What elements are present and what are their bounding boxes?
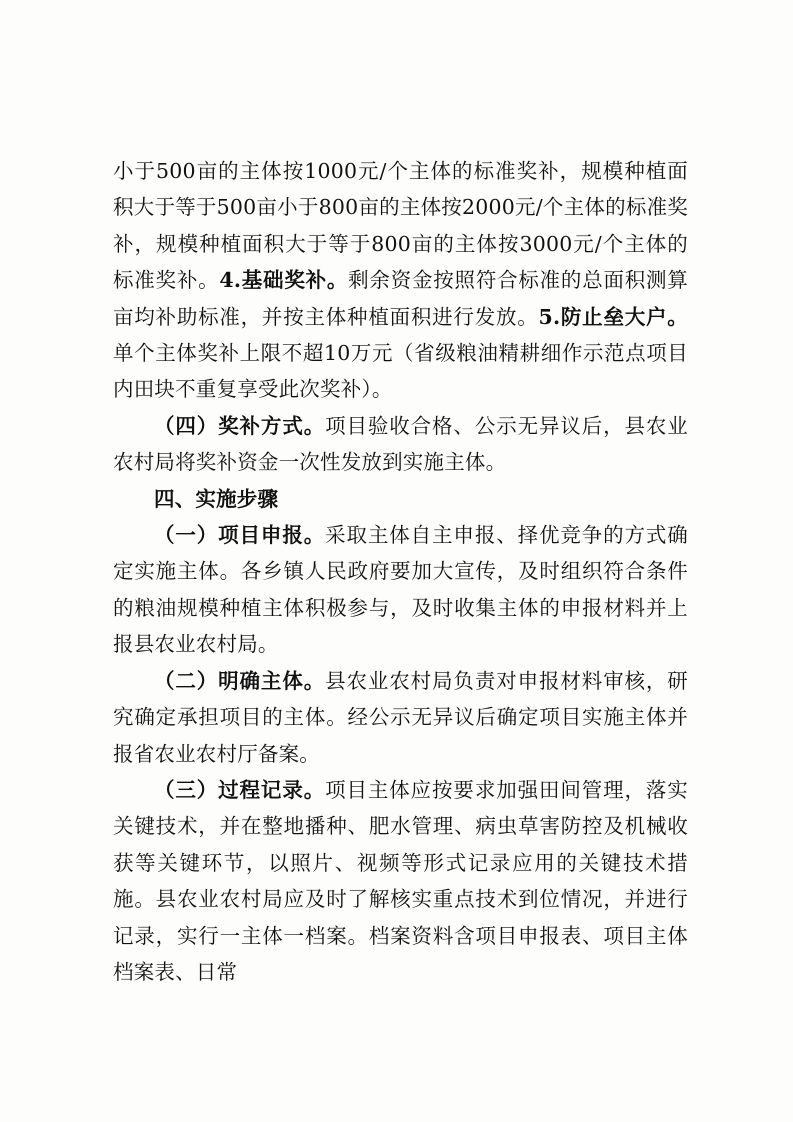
bold-heading-process-record: （三）过程记录。 [154, 777, 326, 802]
paragraph-project-application [113, 517, 688, 663]
paragraph-text: 采取主体自主申报、择优竞争的方式确定实施主体。各乡镇人民政府要加大宣传，及时组织符合条件的粮油规模种植主体积极参与，及时收集主体的申报材料并上报县农业农村局。 [113, 523, 688, 657]
paragraph-subsidy-method [113, 408, 688, 481]
paragraph-text: 剩余资金按照符合标准的总面积测算亩均补助标准，并按主体种植面积进行发放。 [113, 268, 689, 329]
paragraph-text: 单个主体奖补上限不超10万元（省级粮油精耕细作示范点项目内田块不重复享受此次奖补）。 [113, 341, 688, 402]
bold-heading-basic-subsidy: 4.基础奖补。 [219, 268, 349, 293]
paragraph-text: 小于500亩的主体按1000元/个主体的标准奖补，规模种植面积大于等于500亩小于800亩的主体按2000元/个主体的标准奖补，规模种植面积大于等于800亩的主体按3000元/个主体的标准奖补。 [113, 159, 688, 293]
bold-heading-project-application: （一）项目申报。 [154, 523, 326, 548]
bold-heading-confirm-entity: （二）明确主体。 [154, 668, 326, 693]
paragraph-confirm-entity [113, 663, 688, 772]
paragraph-process-record [113, 772, 688, 990]
paragraph-text: 县农业农村局负责对申报材料审核，研究确定承担项目的主体。经公示无异议后确定项目实施主体并报省农业农村厅备案。 [113, 668, 688, 766]
paragraph-text: 项目主体应按要求加强田间管理，落实关键技术，并在整地播种、肥水管理、病虫草害防控及机械收获等关键环节，以照片、视频等形式记录应用的关键技术措施。县农业农村局应及时了解核实重点技术到位情况，并进行记录，实行一主体一档案。档案资料含项目申报表、项目主体档案表、日常 [113, 777, 688, 984]
paragraph-text: 项目验收合格、公示无异议后，县农业农村局将奖补资金一次性发放到实施主体。 [113, 413, 688, 475]
bold-heading-subsidy-method: （四）奖补方式。 [154, 413, 326, 438]
paragraph-subsidy-standards [113, 153, 688, 408]
bold-heading-anti-aggregation: 5.防止垒大户。 [538, 304, 688, 329]
section-heading: 四、实施步骤 [154, 486, 279, 511]
document-body [113, 153, 688, 990]
